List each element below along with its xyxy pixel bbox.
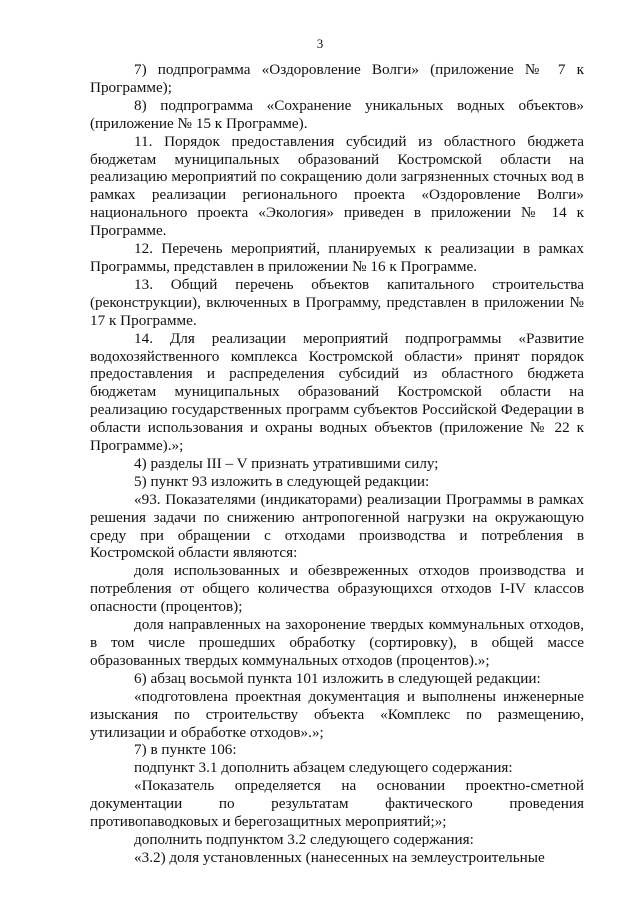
paragraph-93: «93. Показателями (индикаторами) реализации Программы в рамках решения задачи по снижению антропогенной нагрузки на окружающую среду при обращении с отходами производства и потребления в Костромской области являются:: [90, 490, 584, 562]
paragraph-amendment-4: 4) разделы III – V признать утратившими силу;: [134, 454, 439, 472]
paragraph-quote-indicator: «Показатель определяется на основании проектно-сметной документации по результатам фактического проведения противопаводковых и берегозащитных мероприятий;»;: [90, 777, 584, 831]
page-number: 3: [316, 36, 324, 51]
paragraph-indicator-2: доля направленных на захоронение твердых коммунальных отходов, в том числе прошедших обработку (сортировку), в общей массе образованных твердых коммунальных отходов (процентов).»;: [90, 616, 584, 669]
paragraph-subitem-3-2: дополнить подпунктом 3.2 следующего содержания:: [134, 830, 474, 848]
paragraph-quote-3-2: «3.2) доля установленных (нанесенных на землеустроительные: [134, 848, 545, 866]
paragraph-quote-101: «подготовлена проектная документация и выполнены инженерные изыскания по строительству объекта «Комплекс по размещению, утилизации и обработке отходов».»;: [90, 687, 584, 741]
paragraph-14: 14. Для реализации мероприятий подпрограммы «Развитие водохозяйственного комплекса Костромской области» принят порядок предоставления и распределения субсидий из областного бюджета бюджетам муниципальных образований Костромской области на реализацию государственных программ субъектов Российской Федерации в области использования и охраны водных объектов (приложение № 22 к Программе).»;: [90, 329, 584, 455]
paragraph-amendment-6: 6) абзац восьмой пункта 101 изложить в следующей редакции:: [134, 669, 541, 687]
paragraph-13: 13. Общий перечень объектов капитального строительства (реконструкции), включенных в Программу, представлен в приложении № 17 к Программе.: [90, 275, 584, 329]
document-body: [90, 61, 584, 867]
paragraph-indicator-1: доля использованных и обезвреженных отходов производства и потребления от общего количества образующихся отходов I-IV классов опасности (процентов);: [90, 562, 584, 616]
paragraph-item-8: 8) подпрограмма «Сохранение уникальных водных объектов» (приложение № 15 к Программе).: [90, 96, 584, 132]
paragraph-amendment-5: 5) пункт 93 изложить в следующей редакции:: [134, 472, 430, 490]
paragraph-item-7: 7) подпрограмма «Оздоровление Волги» (приложение № 7 к Программе);: [90, 61, 584, 96]
paragraph-subitem-3-1: подпункт 3.1 дополнить абзацем следующего содержания:: [134, 759, 513, 777]
paragraph-11: 11. Порядок предоставления субсидий из областного бюджета бюджетам муниципальных образований Костромской области на реализацию мероприятий по сокращению доли загрязненных сточных вод в рамках реализации регионального проекта «Оздоровление Волги» национального проекта «Экология» приведен в приложении № 14 к Программе.: [90, 132, 584, 240]
paragraph-12: 12. Перечень мероприятий, планируемых к реализации в рамках Программы, представлен в приложении № 16 к Программе.: [90, 240, 584, 275]
paragraph-amendment-7: 7) в пункте 106:: [134, 741, 237, 759]
